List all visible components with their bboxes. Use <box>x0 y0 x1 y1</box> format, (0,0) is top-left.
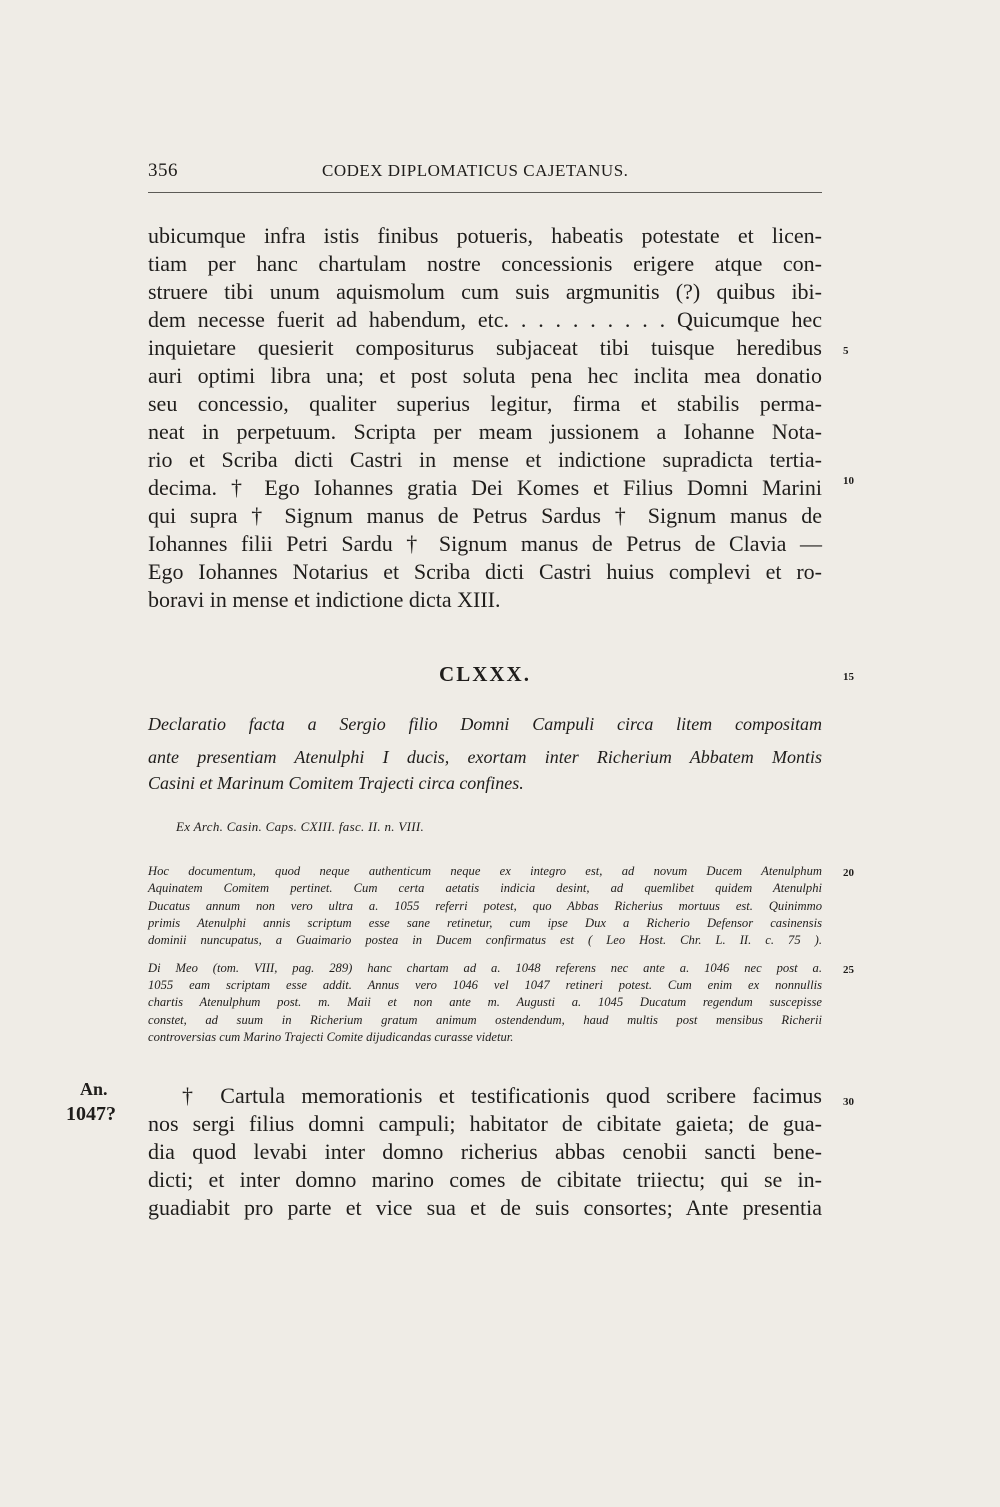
summary-line: ante presentiam Atenulphi I ducis, exortam inter Richerium Abbatem Montis <box>148 747 822 767</box>
text-line: auri optimi libra una; et post soluta pena hec inclita mea donatio <box>148 363 822 388</box>
note-line: dominii nuncupatus, a Guaimario postea in Ducem confirmatus est ( Leo Host. Chr. L. II. c. 75 ). <box>148 933 822 947</box>
line-number: 25 <box>843 964 854 976</box>
line-number: 30 <box>843 1096 854 1108</box>
line-number: 15 <box>843 671 854 683</box>
text-line: inquietare quesierit compositurus subjaceat tibi tuisque heredibus <box>148 335 822 360</box>
running-title: CODEX DIPLOMATICUS CAJETANUS. <box>322 161 629 180</box>
summary-line: Declaratio facta a Sergio filio Domni Campuli circa litem compositam <box>148 714 822 734</box>
text-line: neat in perpetuum. Scripta per meam jussionem a Iohanne Nota- <box>148 419 822 444</box>
text-line: dem necesse fuerit ad habendum, etc. . . . . . . . . . Quicumque hec <box>148 307 822 332</box>
body-line: dia quod levabi inter domno richerius abbas cenobii sancti bene- <box>148 1139 822 1164</box>
text-line: tiam per hanc chartulam nostre concessionis erigere atque con- <box>148 251 822 276</box>
text-line: ubicumque infra istis finibus potueris, habeatis potestate et licen- <box>148 223 822 248</box>
text-line: Ego Iohannes Notarius et Scriba dicti Castri huius complevi et ro- <box>148 559 822 584</box>
text-line: qui supra † Signum manus de Petrus Sardus † Signum manus de <box>148 503 822 528</box>
text-line: rio et Scriba dicti Castri in mense et indictione supradicta tertia- <box>148 447 822 472</box>
text-line: Iohannes filii Petri Sardu † Signum manus de Petrus de Clavia — <box>148 531 822 556</box>
section-number: CLXXX. <box>439 662 531 686</box>
year-label: An. <box>80 1079 108 1099</box>
body-line: † Cartula memorationis et testificationis quod scribere facimus <box>182 1083 822 1108</box>
line-number: 20 <box>843 867 854 879</box>
note-line: primis Atenulphi annis scriptum esse sane retinetur, cum ipse Dux a Richerio Defensor casinensis <box>148 916 822 930</box>
note-line: Hoc documentum, quod neque authenticum neque ex integro est, ad novum Ducem Atenulphum <box>148 864 822 878</box>
body-line: guadiabit pro parte et vice sua et de suis consortes; Ante presentia <box>148 1195 822 1220</box>
page-number: 356 <box>148 160 178 181</box>
text-line: boravi in mense et indictione dicta XIII. <box>148 587 501 612</box>
note-line: Di Meo (tom. VIII, pag. 289) hanc chartam ad a. 1048 referens nec ante a. 1046 nec post a. <box>148 961 822 975</box>
line-number: 10 <box>843 475 854 487</box>
text-line: seu concessio, qualiter superius legitur, firma et stabilis perma- <box>148 391 822 416</box>
archive-source: Ex Arch. Casin. Caps. CXIII. fasc. II. n. VIII. <box>176 819 425 834</box>
note-line: Ducatus annum non vero ultra a. 1055 referri potest, quo Abbas Richerius mortuus est. Quinimmo <box>148 899 822 913</box>
body-line: dicti; et inter domno marino comes de cibitate triiectu; qui se in- <box>148 1167 822 1192</box>
note-line: chartis Atenulphum post. m. Maii et non ante m. Augusti a. 1045 Ducatum regendum suscepisse <box>148 995 822 1009</box>
year-value: 1047? <box>66 1103 116 1125</box>
summary-line: Casini et Marinum Comitem Trajecti circa confines. <box>148 773 524 793</box>
text-line: decima. † Ego Iohannes gratia Dei Komes et Filius Domni Marini <box>148 475 822 500</box>
line-number: 5 <box>843 345 849 357</box>
note-line: 1055 eam scriptam esse addit. Annus vero 1046 vel 1047 retineri potest. Cum enim ex nonnullis <box>148 978 822 992</box>
header-rule <box>148 192 822 193</box>
note-line: constet, ad suum in Richerium gratum animum ostendendum, haud multis post mensibus Richerii <box>148 1013 822 1027</box>
note-line: controversias cum Marino Trajecti Comite dijudicandas curasse videtur. <box>148 1030 514 1044</box>
text-line: struere tibi unum aquismolum cum suis argmunitis (?) quibus ibi- <box>148 279 822 304</box>
body-line: nos sergi filius domni campuli; habitator de cibitate gaieta; de gua- <box>148 1111 822 1136</box>
note-line: Aquinatem Comitem pertinet. Cum certa aetatis indicia desint, ad quemlibet quidem Atenulphi <box>148 881 822 895</box>
